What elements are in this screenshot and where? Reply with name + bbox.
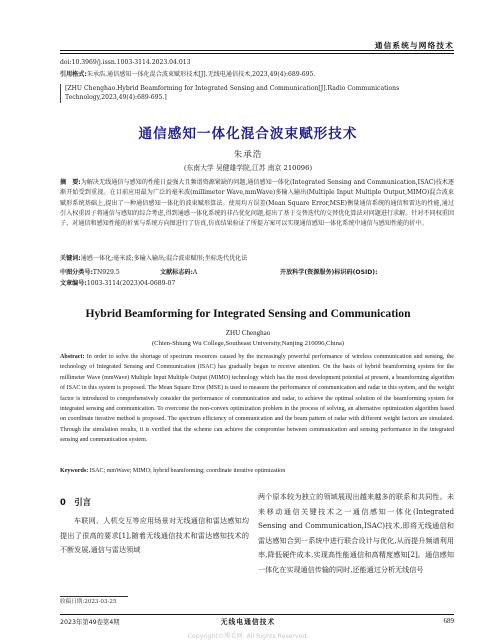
author-cn: 朱承浩 bbox=[233, 150, 263, 160]
doi-line: doi:10.3969/j.issn.1003-3114.2023.04.013 bbox=[60, 59, 191, 66]
affiliation-cn: (东南大学 吴健雄学院,江苏 南京 210096) bbox=[183, 164, 313, 172]
received-date: 收稿日期:2023-03-25 bbox=[60, 599, 117, 605]
abstract-text-en: In order to solve the shortage of spectrum resources caused by the increasingly powerful performance of wireless communication and sensing, the technology of Integrated Sensing and Communication (ISAC) has gradually begun to receive attention. On the basis of hybrid beamforming system for the millimeter Wave (mmWave) Multiple Input Multiple Output (MIMO) technology which has the most development potential at present, a beamforming algorithm of ISAC in this system is proposed. The Mean Square Error (MSE) is used to measure the performance of communication and radar in this system, and the weight factor is introduced to comprehensively consider the performance of communication and radar, to achieve the optimal solution of the beamforming system for integrated sensing and communication. To overcome the non-convex optimization problem in the process of solving, an alternative optimization algorithm based on coordinate iterative method is proposed. The spectrum efficiency of communication and the beam pattern of radar with different weight factors are simulated. Through the simulation results, it is verified that the scheme can achieve the compromise between communication and sensing performance in the integrated sensing and communication system. bbox=[60, 354, 454, 444]
abstract-label-en: Abstract: bbox=[60, 354, 85, 360]
copyright-watermark: Copyright©博看网. All Rights Reserved. bbox=[187, 633, 309, 640]
citation-en: [ZHU Chenghao.Hybrid Beamforming for Integrated Sensing and Communication[J].Radio Communications Technology,2023,49(4):689-695.] bbox=[60, 84, 454, 103]
page-number: 689 bbox=[443, 617, 454, 625]
paper-title-en: Hybrid Beamforming for Integrated Sensing and Communication bbox=[85, 307, 411, 320]
oid-label: 开放科学(资源服务)标识码(OSID): bbox=[280, 269, 378, 276]
keywords-text-cn: 通感一体化;毫米波;多输入输出;混合波束赋形;坐标迭代优化法 bbox=[80, 255, 248, 262]
keywords-label-cn: 关键词: bbox=[60, 255, 81, 262]
citation-label: 引用格式: bbox=[60, 71, 87, 78]
footer-issue: 2023年第49卷第4期 bbox=[60, 619, 120, 626]
body-paragraph-right: 两个原本较为独立的领域展现出越来越多的联系和共同性。未来移动通信关键技术之一通信感知一体化(Integrated Sensing and Communication,ISAC)技术,即将无线通信和雷达感知合到一系统中进行联合设计与优化,从而提升频谱利用率,降低硬件成本,实现高性能通信和高精度感知[2]。通信感知一体化在实现通信传输的同时,还能通过分析无线信号 bbox=[258, 492, 454, 574]
doc-code-label: 文献标志码: bbox=[160, 269, 193, 276]
classification-row bbox=[60, 268, 120, 277]
journal-column-title: 通信系统与网络技术 bbox=[374, 41, 454, 50]
header-rule-thin bbox=[60, 53, 454, 54]
doc-code-row bbox=[160, 268, 197, 277]
header-rule bbox=[60, 50, 454, 51]
clc-value: TN929.5 bbox=[92, 269, 120, 276]
running-header bbox=[0, 0, 496, 50]
citation-line-cn bbox=[60, 70, 454, 79]
section-heading-introduction: 0 引言 bbox=[60, 497, 91, 507]
abstract-text-cn: 为解决无线通信与感知的性能日益强大且频谱资源紧缺的问题,通信感知一体化(Integrated Sensing and Communication,ISAC)技术逐渐开始受到重视。在目前应用最为广泛的毫米波(millimeter Wave,mmWave)多输入输出(Multiple Input Multiple Output,MIMO)混合波束赋形系统基础上,提出了一种通信感知一体化的波束赋形算法。使用均方误差(Mean Square Error,MSE)衡量通信系统的通信和雷达的性能,通过引入权重因子将通信与感知的综合考虑,得到通感一体化系统的非凸优化问题,提出了基于交替迭代的交替优化算法对问题进行求解。针对不同权重因子、对通信和感知性能的折衷与系统方向图进行了仿真,仿真结果验证了所提方案可以实现通信感知一体化系统中通信与感知性能的折中。 bbox=[60, 179, 454, 228]
article-no-label: 文章编号: bbox=[60, 280, 87, 287]
clc-label: 中图分类号: bbox=[60, 269, 93, 276]
paper-title-cn: 通信感知一体化混合波束赋形技术 bbox=[138, 126, 358, 142]
keywords-cn bbox=[60, 254, 454, 263]
article-no-value: 1003-3114(2023)04-0689-07 bbox=[86, 280, 176, 287]
abstract-en bbox=[60, 352, 454, 446]
affiliation-en: (Chien-Shiung Wu College,Southeast University,Nanjing 210096,China) bbox=[151, 340, 345, 347]
footer-rule bbox=[60, 614, 454, 615]
author-en: ZHU Chenghao bbox=[225, 329, 271, 337]
citation-cn: 朱承浩.通信感知一体化混合波束赋形技术[J].无线电通信技术,2023,49(4):689-695. bbox=[86, 71, 316, 78]
article-no-row bbox=[60, 279, 175, 288]
keywords-text-en: ISAC; mmWave; MIMO; hybrid beamforming; coordinate iterative optimization bbox=[89, 468, 286, 474]
footer-journal: 无线电通信技术 bbox=[220, 618, 276, 626]
keywords-label-en: Keywords: bbox=[60, 468, 89, 474]
keywords-en bbox=[60, 467, 454, 476]
abstract-cn bbox=[60, 178, 454, 229]
doc-code-value: A bbox=[192, 269, 198, 276]
abstract-label-cn: 摘 要: bbox=[60, 179, 81, 186]
body-paragraph-left: 车联网、人机交互等应用场景对无线通信和雷达感知均提出了很高的要求[1],随着无线通信技术和雷达感知技术的不断发展,通信与雷达领域 bbox=[60, 516, 249, 554]
oid-row bbox=[280, 268, 378, 277]
